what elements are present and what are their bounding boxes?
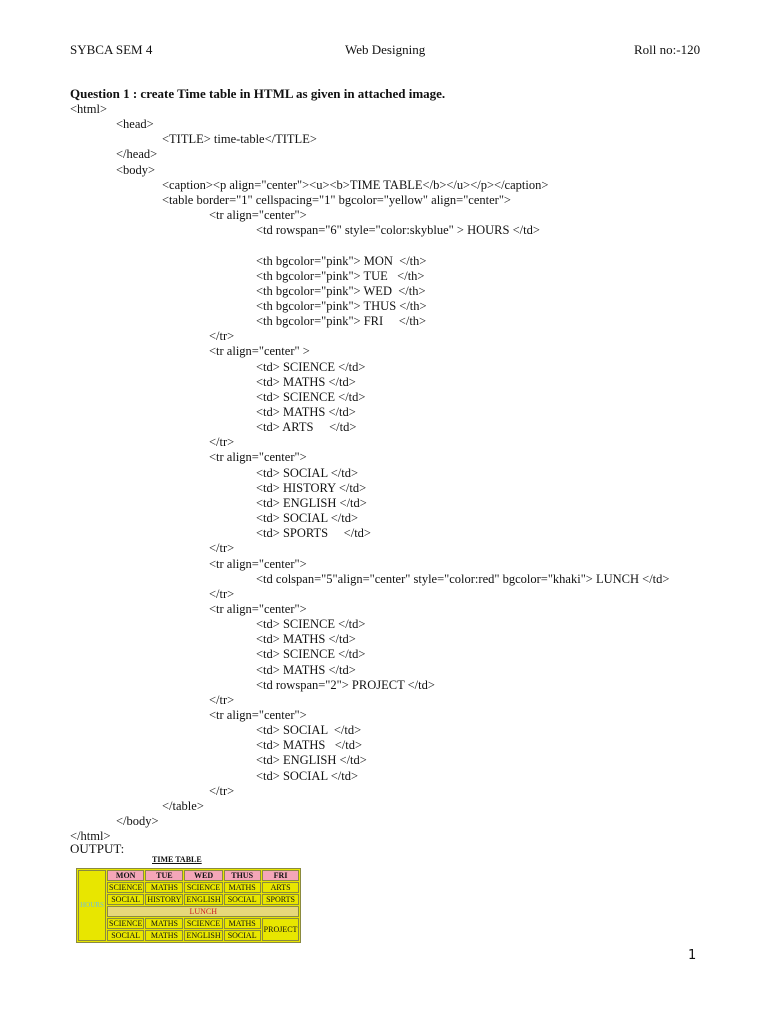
table-cell: ENGLISH xyxy=(186,931,221,940)
code-line: </tr> xyxy=(209,783,235,798)
code-line: <td> SCIENCE </td> xyxy=(256,389,366,404)
code-line: </tr> xyxy=(209,586,235,601)
code-line: <td> SCIENCE </td> xyxy=(256,617,366,632)
header-roll-number: Roll no:-120 xyxy=(634,42,701,57)
timetable-output xyxy=(76,868,301,943)
code-line: </body> xyxy=(116,814,159,829)
code-line: <td> SOCIAL </td> xyxy=(256,511,359,526)
code-line: <td> SPORTS </td> xyxy=(256,526,371,541)
table-cell: MATHS xyxy=(145,882,183,893)
table-cell: MATHS xyxy=(224,918,261,929)
code-line: <td> SOCIAL </td> xyxy=(256,723,362,738)
code-line: <td> MATHS </td> xyxy=(256,738,362,753)
code-line: <td> ENGLISH </td> xyxy=(256,495,367,510)
table-row xyxy=(78,894,299,905)
day-header-wed: WED xyxy=(184,870,222,881)
code-line: </tr> xyxy=(209,329,235,344)
code-line: <td> ENGLISH </td> xyxy=(256,753,367,768)
code-line: <th bgcolor="pink"> WED </th> xyxy=(256,283,426,298)
table-cell: SCIENCE xyxy=(184,882,222,893)
lunch-cell: LUNCH xyxy=(107,906,299,917)
table-cell: ARTS xyxy=(262,882,300,893)
code-line: <TITLE> time-table</TITLE> xyxy=(162,132,317,147)
table-cell: SPORTS xyxy=(262,894,300,905)
code-line: <table border="1" cellspacing="1" bgcolor="yellow" align="center"> xyxy=(162,192,511,207)
output-label: OUTPUT: xyxy=(70,841,125,856)
code-line: <body> xyxy=(116,162,156,177)
code-line: <td> MATHS </td> xyxy=(256,662,356,677)
table-cell: MATHS xyxy=(145,930,183,941)
table-row xyxy=(78,870,299,881)
code-line: <td rowspan="2"> PROJECT </td> xyxy=(256,677,435,692)
table-cell: SOCIAL xyxy=(224,930,261,941)
code-line: <tr align="center"> xyxy=(209,601,307,616)
code-line: <td> SCIENCE </td> xyxy=(256,647,366,662)
page-number: 1 xyxy=(688,948,697,963)
code-line: </table> xyxy=(162,798,204,813)
code-line: </head> xyxy=(116,147,158,162)
header-subject: Web Designing xyxy=(345,42,426,57)
table-cell: SOCIAL xyxy=(107,930,144,941)
code-line: <td rowspan="6" style="color:skyblue" > HOURS </td> xyxy=(256,223,540,238)
code-line: </tr> xyxy=(209,692,235,707)
day-header-thus: THUS xyxy=(224,870,261,881)
project-cell: PROJECT xyxy=(262,918,300,941)
hours-cell: HOURS xyxy=(78,870,106,941)
code-line: <tr align="center" > xyxy=(209,344,310,359)
table-row xyxy=(78,918,299,929)
day-header-mon: MON xyxy=(107,870,144,881)
question-heading: Question 1 : create Time table in HTML as given in attached image. xyxy=(70,86,446,101)
code-line: <td> SOCIAL </td> xyxy=(256,465,359,480)
table-cell: HISTORY xyxy=(147,895,182,904)
table-cell: SOCIAL xyxy=(224,894,261,905)
code-line: <tr align="center"> xyxy=(209,556,307,571)
table-cell: SOCIAL xyxy=(107,894,144,905)
timetable-caption: TIME TABLE xyxy=(152,855,202,864)
day-header-fri: FRI xyxy=(262,870,300,881)
code-line: <th bgcolor="pink"> MON </th> xyxy=(256,253,427,268)
code-line: <td> SCIENCE </td> xyxy=(256,359,366,374)
header-course: SYBCA SEM 4 xyxy=(70,42,153,57)
table-cell: ENGLISH xyxy=(186,895,221,904)
code-line: </tr> xyxy=(209,541,235,556)
code-line: </html> xyxy=(70,829,111,844)
code-line: <th bgcolor="pink"> FRI </th> xyxy=(256,314,427,329)
code-line: <th bgcolor="pink"> TUE </th> xyxy=(256,268,425,283)
table-cell: SCIENCE xyxy=(184,918,222,929)
code-line: <th bgcolor="pink"> THUS </th> xyxy=(256,298,427,313)
code-line: <td> MATHS </td> xyxy=(256,632,356,647)
code-line: <tr align="center"> xyxy=(209,450,307,465)
code-line: <td> MATHS </td> xyxy=(256,405,356,419)
table-cell: SCIENCE xyxy=(109,919,143,928)
table-cell: MATHS xyxy=(224,882,261,893)
code-line: <td> ARTS </td> xyxy=(256,420,357,435)
table-cell: SCIENCE xyxy=(109,883,143,892)
code-line: <head> xyxy=(116,117,154,132)
code-line: </tr> xyxy=(209,435,235,450)
table-row xyxy=(78,906,299,917)
code-line: <caption><p align="center"><u><b>TIME TABLE</b></u></p></caption> xyxy=(162,177,549,192)
code-line: <tr align="center"> xyxy=(209,708,307,722)
code-line: <td> HISTORY </td> xyxy=(256,480,367,495)
timetable-table xyxy=(76,868,301,943)
code-line: <td> MATHS </td> xyxy=(256,374,356,389)
table-row xyxy=(78,882,299,893)
code-line: <td colspan="5"align="center" style="color:red" bgcolor="khaki"> LUNCH </td> xyxy=(256,571,670,586)
table-cell: MATHS xyxy=(145,918,183,929)
code-line: <tr align="center"> xyxy=(209,208,307,223)
day-header-tue: TUE xyxy=(145,870,183,881)
code-line: <html> xyxy=(70,102,108,116)
code-line: <td> SOCIAL </td> xyxy=(256,768,359,783)
